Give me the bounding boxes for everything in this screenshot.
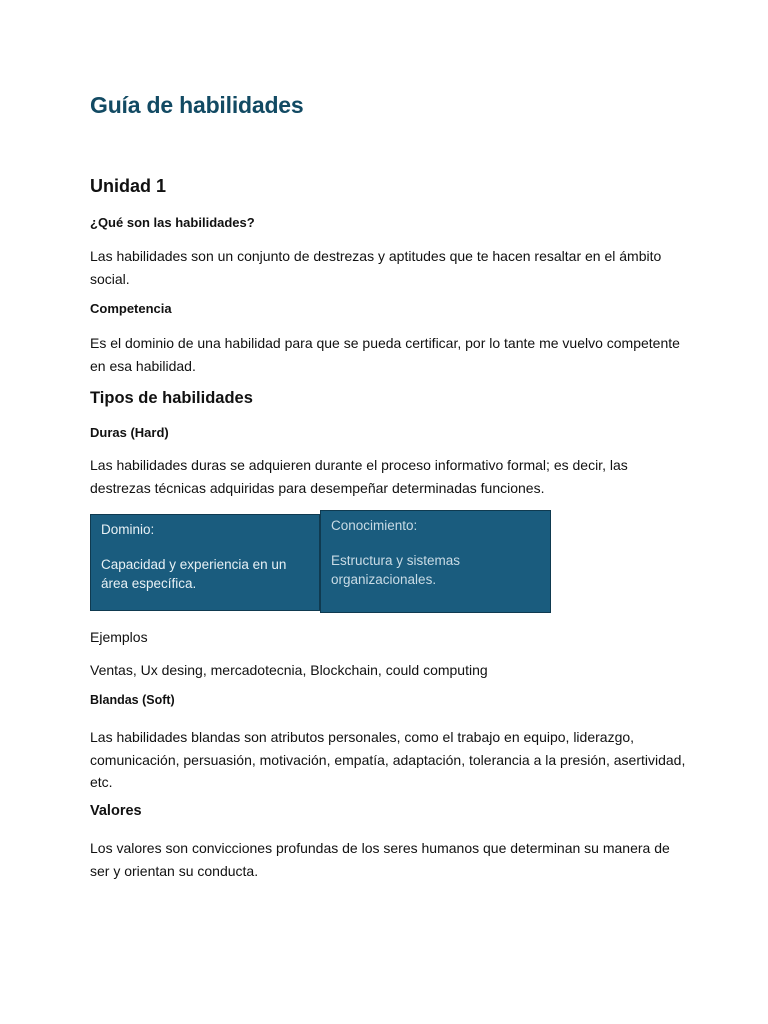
question-heading: ¿Qué son las habilidades? xyxy=(90,215,255,230)
conocimiento-box-title: Conocimiento: xyxy=(331,518,418,533)
valores-heading: Valores xyxy=(90,803,142,819)
dominio-box-text: Capacidad y experiencia en un área específica. xyxy=(101,557,287,591)
tipos-heading: Tipos de habilidades xyxy=(90,389,253,407)
question-paragraph: Las habilidades son un conjunto de destrezas y aptitudes que te hacen resaltar en el ámbito social. xyxy=(90,248,662,287)
ejemplos-label: Ejemplos xyxy=(90,629,148,645)
ejemplos-paragraph: Ventas, Ux desing, mercadotecnia, Blockchain, could computing xyxy=(90,662,488,678)
competencia-heading: Competencia xyxy=(90,301,172,316)
blandas-paragraph: Las habilidades blandas son atributos personales, como el trabajo en equipo, liderazgo, comunicación, persuasión, motivación, empatía, adaptación, tolerancia a la presión, asertividad, etc. xyxy=(90,729,686,790)
duras-heading: Duras (Hard) xyxy=(90,425,169,440)
competencia-paragraph: Es el dominio de una habilidad para que se pueda certificar, por lo tante me vuelvo competente en esa habilidad. xyxy=(90,335,680,374)
dominio-box-title: Dominio: xyxy=(101,522,155,537)
conocimiento-box xyxy=(320,510,551,613)
document-title: Guía de habilidades xyxy=(90,92,304,118)
blandas-heading: Blandas (Soft) xyxy=(90,693,175,707)
conocimiento-box-text: Estructura y sistemas organizacionales. xyxy=(331,553,461,587)
valores-paragraph: Los valores son convicciones profundas de los seres humanos que determinan su manera de ser y orientan su conducta. xyxy=(90,840,670,879)
unit-heading: Unidad 1 xyxy=(90,176,167,196)
duras-paragraph: Las habilidades duras se adquieren durante el proceso informativo formal; es decir, las destrezas técnicas adquiridas para desempeñar determinadas funciones. xyxy=(90,457,628,496)
dominio-box xyxy=(90,514,320,611)
